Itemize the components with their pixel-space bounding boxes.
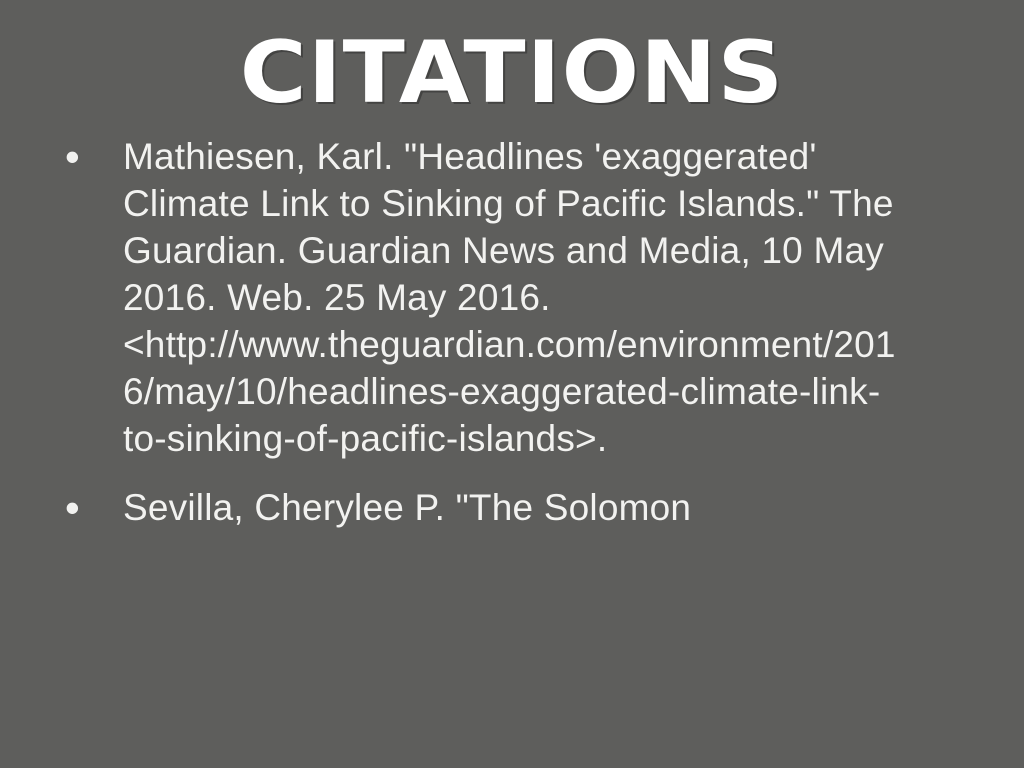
list-item: • Mathiesen, Karl. "Headlines 'exaggerated' Climate Link to Sinking of Pacific Islands." The Guardian. Guardian News and Media, 10 May 2016. Web. 25 May 2016. <http://www.theguardian.com/environment/2016/may/10/headlines-exaggerated-climate-link-to-sinking-of-pacific-islands>. bbox=[55, 134, 914, 463]
page-title: CITATIONS bbox=[239, 23, 785, 123]
citations-list bbox=[0, 116, 1024, 532]
list-item: • Sevilla, Cherylee P. "The Solomon bbox=[55, 485, 914, 532]
